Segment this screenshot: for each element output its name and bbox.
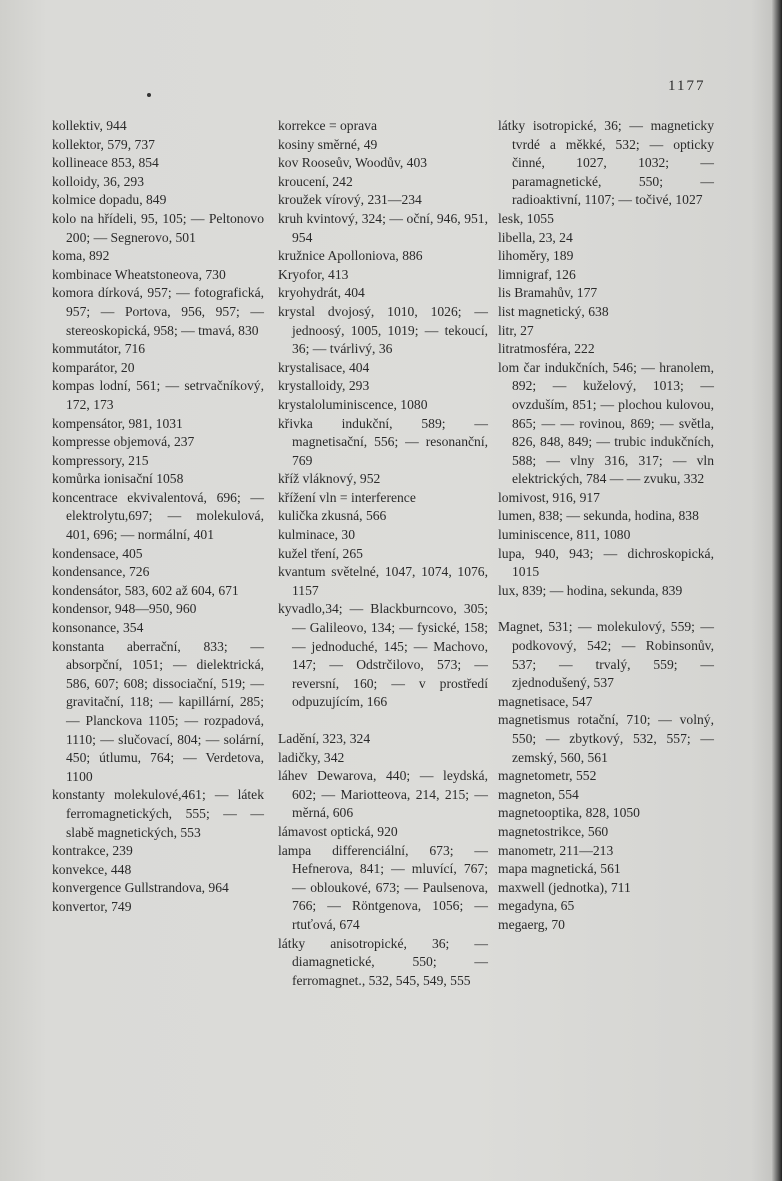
index-entry: list magnetický, 638	[498, 303, 609, 319]
index-entry: lihoměry, 189	[498, 248, 574, 264]
index-entry: kroužek vírový, 231—234	[278, 192, 422, 208]
index-entry: ladičky, 342	[278, 749, 345, 765]
index-entry: komora dírková, 957; — fotografická, 957; — Portova, 956, 957; — stereoskopická, 958; — tmavá, 830	[52, 285, 264, 338]
index-entry: kruh kvintový, 324; — oční, 946, 951, 954	[278, 210, 488, 245]
index-entry: lumen, 838; — sekunda, hodina, 838	[498, 508, 699, 524]
index-entry: kolmice dopadu, 849	[52, 192, 167, 208]
index-entry: lampa differenciální, 673; — Hefnerova, 841; — mluvící, 767; — obloukové, 673; — Paulsenova, 766; — Röntgenova, 1056; — rtuťová, 674	[278, 842, 488, 932]
index-entry: kříž vláknový, 952	[278, 471, 381, 487]
index-entry: kollektiv, 944	[52, 118, 127, 133]
index-entry: magnetooptika, 828, 1050	[498, 805, 640, 821]
index-entry: konsonance, 354	[52, 620, 144, 636]
index-entry: Ladění, 323, 324	[278, 731, 371, 746]
index-entry: láhev Dewarova, 440; — leydská, 602; — Mariotteova, 214, 215; — měrná, 606	[278, 768, 488, 821]
index-entry: kolo na hřídeli, 95, 105; — Peltonovo 200; — Segnerovo, 501	[52, 210, 264, 245]
index-entry: komůrka ionisační 1058	[52, 471, 184, 487]
index-entry: kyvadlo,34; — Blackburncovo, 305; — Galileovo, 134; — fysické, 158; — jednoduché, 145; — Machovo, 147; — Odstrčilovo, 573; — reversní, 160; — v prostředí odpuzujícím, 166	[278, 601, 488, 710]
index-entry: megaerg, 70	[498, 916, 565, 932]
index-entry: manometr, 211—213	[498, 842, 614, 858]
section-gap	[498, 600, 714, 618]
index-entry: kollineace 853, 854	[52, 155, 159, 171]
index-entry: magnetostrikce, 560	[498, 823, 609, 839]
index-entry: kroucení, 242	[278, 173, 353, 189]
index-entry: krystaloluminiscence, 1080	[278, 396, 428, 412]
index-entry: křížení vln = interference	[278, 489, 416, 505]
index-entry: lis Bramahův, 177	[498, 285, 598, 301]
index-entry: konstanty molekulové,461; — látek ferromagnetických, 555; — — slabě magnetických, 553	[52, 787, 264, 840]
index-entry: kommutátor, 716	[52, 341, 146, 357]
index-entry: magnetometr, 552	[498, 768, 597, 784]
index-entry: krystalloidy, 293	[278, 378, 370, 394]
index-entry: kontrakce, 239	[52, 843, 133, 859]
index-entry: křivka indukční, 589; — magnetisační, 556; — resonanční, 769	[278, 415, 488, 468]
index-entry: krystalisace, 404	[278, 359, 370, 375]
page-number: 1177	[668, 78, 706, 94]
index-entry: magnetisace, 547	[498, 693, 593, 709]
index-entry: kružnice Apolloniova, 886	[278, 248, 423, 264]
index-column-3	[498, 117, 714, 935]
index-entry: megadyna, 65	[498, 898, 575, 914]
index-entry: kulminace, 30	[278, 527, 356, 543]
page-edge-shadow	[772, 0, 782, 1181]
index-entry: lux, 839; — hodina, sekunda, 839	[498, 582, 683, 598]
index-entry: kvantum světelné, 1047, 1074, 1076, 1157	[278, 564, 488, 598]
index-entry: kosiny směrné, 49	[278, 136, 378, 152]
index-entry: konstanta aberrační, 833; — absorpční, 1051; — dielektrická, 586, 607; 608; dissociační, 519; — gravitační, 118; — kapillární, 285; — Planckova 1105; — rozpadová, 1110; — slučovací, 804; — solární, 450; útlumu, 764; — Verdetova, 1100	[52, 638, 264, 784]
index-entry: látky anisotropické, 36; — diamagnetické, 550; — ferromagnet., 532, 545, 549, 555	[278, 935, 488, 988]
index-entry: konvekce, 448	[52, 861, 132, 877]
index-entry: kondensace, 405	[52, 545, 143, 561]
index-entry: Kryofor, 413	[278, 266, 349, 282]
index-entry: kompensátor, 981, 1031	[52, 415, 183, 431]
index-entry: kondensance, 726	[52, 564, 150, 580]
index-entry: lupa, 940, 943; — dichroskopická, 1015	[498, 545, 714, 580]
index-entry: koncentrace ekvivalentová, 696; — elektrolytu,697; — molekulová, 401, 696; — normální, 401	[52, 489, 264, 543]
index-column-2	[278, 117, 488, 990]
index-entry: konvertor, 749	[52, 898, 132, 914]
index-entry: luminiscence, 811, 1080	[498, 527, 631, 543]
index-entry: korrekce = oprava	[278, 118, 377, 133]
index-entry: maxwell (jednotka), 711	[498, 879, 631, 895]
index-column-1	[52, 117, 264, 917]
index-entry: komparátor, 20	[52, 359, 135, 375]
index-entry: litratmosféra, 222	[498, 341, 595, 357]
index-entry: libella, 23, 24	[498, 229, 573, 245]
index-entry: litr, 27	[498, 322, 534, 338]
index-entry: lámavost optická, 920	[278, 823, 398, 839]
index-entry: kryohydrát, 404	[278, 285, 365, 301]
index-entry: kulička zkusná, 566	[278, 508, 387, 524]
index-entry: látky isotropické, 36; — magneticky tvrdé a měkké, 532; — opticky činné, 1027, 1032; — paramagnetické, 550; — radioaktivní, 1107; — točivé, 1027	[498, 118, 714, 208]
index-entry: kompas lodní, 561; — setrvačníkový, 172, 173	[52, 378, 264, 412]
index-entry: lom čar indukčních, 546; — hranolem, 892; — kuželový, 1013; — ovzduším, 851; — plochou kulovou, 865; — — rovinou, 869; — světla, 826, 848, 849; — trubic indukčních, 588; — vlny 316, 317; — vln elektrických, 784 — — zvuku, 332	[498, 359, 714, 487]
index-entry: kollektor, 579, 737	[52, 136, 155, 152]
index-entry: Magnet, 531; — molekulový, 559; — podkovový, 542; — Robinsonův, 537; — trvalý, 559; — zjednodušený, 537	[498, 619, 714, 691]
index-entry: lomivost, 916, 917	[498, 489, 600, 505]
index-entry: magneton, 554	[498, 786, 579, 802]
index-entry: limnigraf, 126	[498, 266, 576, 282]
index-entry: kombinace Wheatstoneova, 730	[52, 266, 226, 282]
index-entry: kondensor, 948—950, 960	[52, 601, 197, 617]
index-entry: kov Rooseův, Woodův, 403	[278, 155, 428, 171]
index-entry: konvergence Gullstrandova, 964	[52, 880, 229, 896]
index-entry: krystal dvojosý, 1010, 1026; — jednoosý, 1005, 1019; — tekoucí, 36; — tvárlivý, 36	[278, 303, 488, 357]
index-entry: koma, 892	[52, 248, 110, 264]
index-entry: lesk, 1055	[498, 210, 554, 226]
index-entry: kompressory, 215	[52, 452, 149, 468]
section-gap	[278, 712, 488, 730]
index-entry: kondensátor, 583, 602 až 604, 671	[52, 582, 239, 598]
index-entry: mapa magnetická, 561	[498, 861, 621, 877]
ink-dot	[147, 93, 151, 97]
index-entry: magnetismus rotační, 710; — volný, 550; — zbytkový, 532, 557; — zemský, 560, 561	[498, 712, 714, 765]
index-entry: kužel tření, 265	[278, 545, 363, 561]
index-entry: kompresse objemová, 237	[52, 434, 195, 450]
index-entry: kolloidy, 36, 293	[52, 173, 145, 189]
